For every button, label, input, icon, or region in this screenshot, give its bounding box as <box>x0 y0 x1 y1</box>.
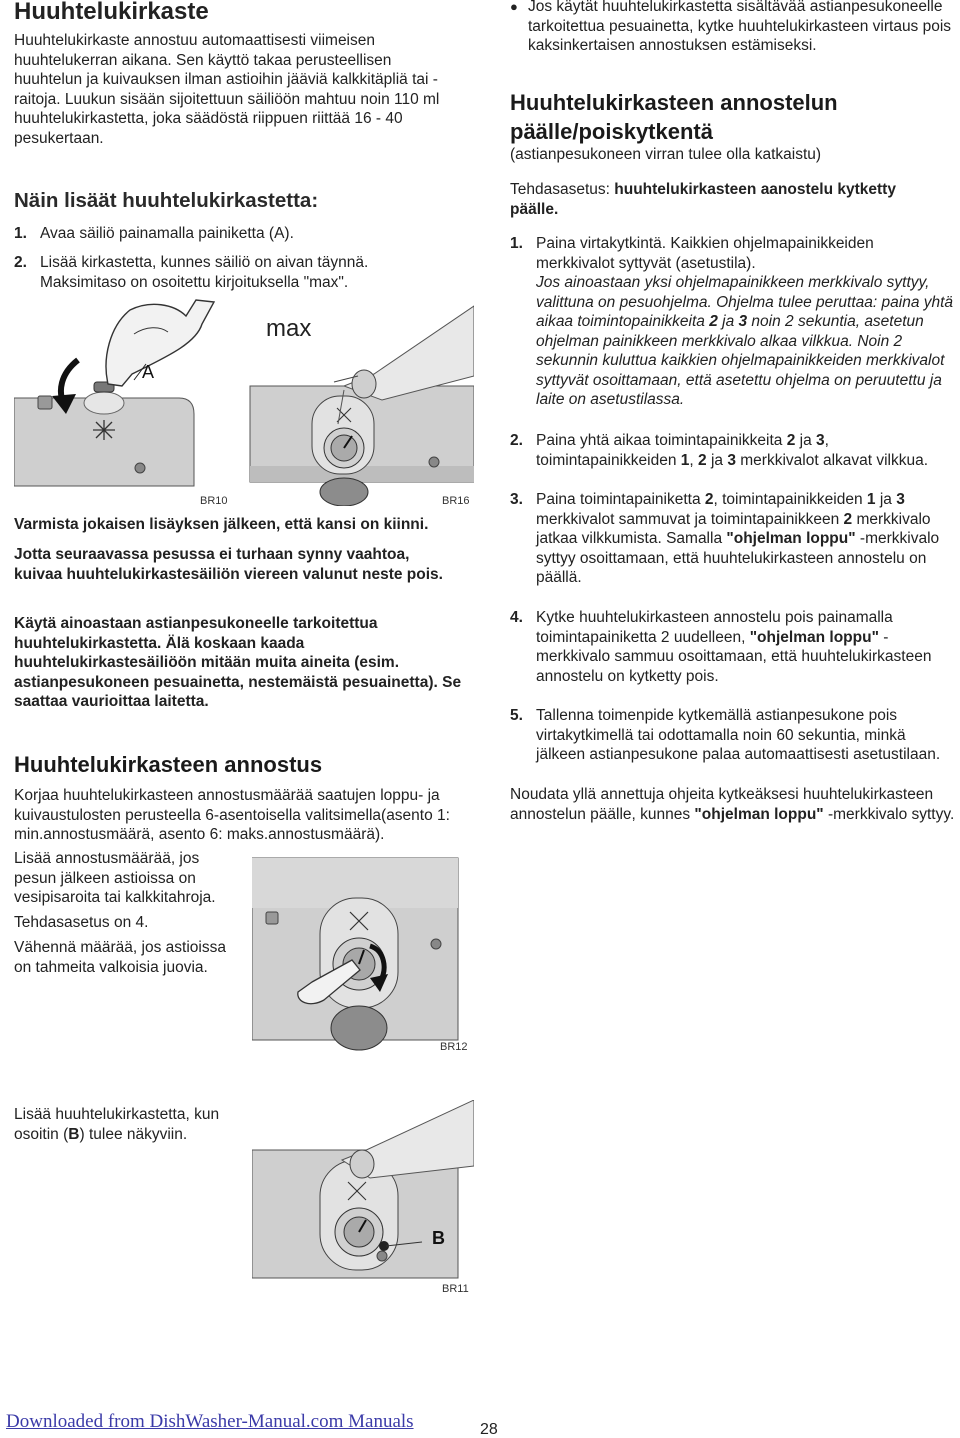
warning-foam: Jotta seuraavassa pesussa ei turhaan synny vaahtoa, kuivaa huuhtelukirkastesäiliön viereen valunut neste pois. <box>14 546 443 583</box>
switch-title: Huuhtelukirkasteen annostelun päälle/poiskytkentä <box>510 90 838 144</box>
dose-factory: Tehdasasetus on 4. <box>14 914 149 931</box>
label-b: B <box>432 1228 445 1248</box>
add-more-text: Lisää huuhtelukirkastetta, kun osoitin (B) tulee näkyviin. <box>14 1106 220 1143</box>
step-number: 2. <box>14 254 27 271</box>
switch-step-2: 2. Paina yhtä aikaa toimintapainikkeita 2 ja 3, toimintapainikkeiden 1, 2 ja 3 merkkivalot alkavat vilkkua. <box>510 432 929 469</box>
dose-less: Vähennä määrää, jos astioissa on tahmeita valkoisia juovia. <box>14 939 226 976</box>
figure-code: BR16 <box>442 495 470 506</box>
label-a: A <box>142 362 155 382</box>
page-number: 28 <box>480 1421 498 1438</box>
dose-title: Huuhtelukirkasteen annostus <box>14 752 323 777</box>
final-note: Noudata yllä annettuja ohjeita kytkeäksesi huuhtelukirkasteen annostelun päälle, kunnes "ohjelman loppu" -merkkivalo syttyy. <box>510 786 955 823</box>
figure-code: BR11 <box>442 1283 469 1295</box>
figure-code: BR10 <box>200 495 228 506</box>
switch-step-5: 5. Tallenna toimenpide kytkemällä astianpesukone pois virtakytkimellä tai odottamalla noin 60 sekuntia, minkä jälkeen astianpesukone palaa automaattisesti asetustilaan. <box>510 707 941 763</box>
add-step-1 <box>14 224 474 244</box>
switch-step-4: 4. Kytke huuhtelukirkasteen annostelu pois painamalla toimintapainiketta 2 uudelleen, "ohjelman loppu" -merkkivalo sammuu osoittamaan, että huuhtelukirkasteen annostelu on kytketty pois. <box>510 609 932 685</box>
figure-indicator-b <box>252 1100 474 1300</box>
switch-step-3: 3. Paina toimintapainiketta 2, toimintapainikkeiden 1 ja 3 merkkivalot sammuvat ja toimintapainikkeen 2 merkkivalo jatkaa vilkkumista. Samalla "ohjelman loppu" -merkkivalo syttyy osoittamaan, että huuhtelukirkasteen annostelu on päällä. <box>510 491 940 586</box>
step-text: Avaa säiliö painamalla painiketta (A). <box>40 225 294 242</box>
figure-dose-selector <box>252 850 474 1055</box>
dose-more: Lisää annostusmäärää, jos pesun jälkeen astioissa on vesipisaroita tai kalkkitahroja. <box>14 850 216 906</box>
bullet-note: ● Jos käytät huuhtelukirkastetta sisältävää astianpesukoneelle tarkoitettua pesuainetta, kytke huuhtelukirkasteen virtaus pois kaksinkertaisen annostuksen estämiseksi. <box>510 0 955 56</box>
figure-code: BR12 <box>440 1041 468 1053</box>
add-step-2 <box>14 253 404 292</box>
switch-subtitle: (astianpesukoneen virran tulee olla katkaistu) <box>510 146 822 163</box>
step-number: 3. <box>510 491 523 508</box>
label-max: max <box>266 315 312 342</box>
step-text: Lisää kirkastetta, kunnes säiliö on aivan täynnä. Maksimitaso on osoitettu kirjoituksella "max". <box>40 254 369 291</box>
step-number: 4. <box>510 609 523 626</box>
download-link[interactable]: Downloaded from DishWasher-Manual.com Manuals <box>6 1411 414 1432</box>
section-title: Huuhtelukirkaste <box>14 0 209 25</box>
intro-text: Huuhtelukirkaste annostuu automaattisesti viimeisen huuhtelukerran aikana. Sen käyttö takaa perusteellisen huuhtelun ja kuivauksen ilman astioihin jääviä kalkkitäpliä tai -raitoja. Luukun sisään sijoitettuun säiliöön mahtuu noin 110 ml huuhtelukirkastetta, joka säädöstä riippuen riittää 16 - 40 pesukertaan. <box>14 32 440 147</box>
add-title: Näin lisäät huuhtelukirkastetta: <box>14 189 319 212</box>
step-number: 2. <box>510 432 523 449</box>
dose-intro: Korjaa huuhtelukirkasteen annostusmäärää saatujen loppu- ja kuivaustulosten perusteella 6-asentoisella valitsimella(asento 1: min.annostusmäärä, asento 6: maks.annostusmäärä). <box>14 787 450 843</box>
factory-setting: Tehdasasetus: huuhtelukirkasteen aanostelu kytketty päälle. <box>510 181 896 218</box>
warning-agent: Käytä ainoastaan astianpesukoneelle tarkoitettua huuhtelukirkastetta. Älä koskaan kaada huuhtelukirkastesäiliöön mitään muita aineita (esim. astianpesukoneen pesuainetta, nestemäistä pesuainetta). Se saattaa vaurioittaa laitetta. <box>14 615 462 710</box>
step-number: 1. <box>510 235 523 252</box>
step-number: 1. <box>14 225 27 242</box>
step-number: 5. <box>510 707 523 724</box>
bullet-icon: ● <box>510 0 518 14</box>
switch-step-1: 1. Paina virtakytkintä. Kaikkien ohjelmapainikkeiden merkkivalot syttyvät (asetustila). Jos ainoastaan yksi ohjelmapainikkeen merkkivalo syttyy, valittuna on pesuohjelma. Ohjelma tulee peruttaa: paina yhtä aikaa toimintopainikkeita 2 ja 3 noin 2 sekuntia, asetetun ohjelman painikkeen merkkivalo alkaa vilkkua. Noin 2 sekunnin kuluttua kaikkien ohjelmapainikkeiden merkkivalot syttyvät osoittamaan, että asetettu ohjelma on peruutettu ja laite on asetustilassa. <box>510 235 954 408</box>
figure-dispenser-open <box>14 296 474 506</box>
warning-lid: Varmista jokaisen lisäyksen jälkeen, että kansi on kiinni. <box>14 516 429 533</box>
